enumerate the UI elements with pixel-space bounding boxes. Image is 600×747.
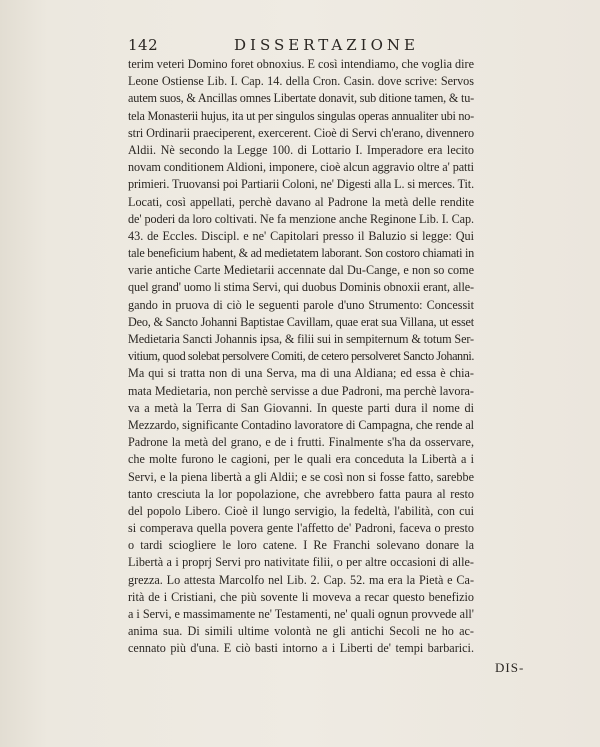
text-line: Aldii. Nè secondo la Legge 100. di Lottario I. Imperadore era lecito: [128, 142, 474, 157]
text-line: terim veteri Domino foret obnoxius. E così intendiamo, che voglia dire: [128, 57, 474, 71]
text-line: stri Ordinarii praeciperent, exercerent. Cioè di Servi ch'erano, divennero: [128, 125, 474, 140]
text-line: del popolo Libero. Cioè il lungo servigio, la fedeltà, l'abilità, con cui: [128, 503, 474, 518]
text-line: Padrone la metà del grano, e de i frutti. Finalmente s'ha da osservare,: [128, 435, 474, 450]
text-line: varie antiche Carte Medietarii accennate dal Du-Cange, e non so come: [128, 263, 474, 278]
text-line: Mezzardo, significante Contadino lavoratore di Campagna, che rende al: [128, 417, 474, 432]
text-line: tela Monasterii hujus, ita ut per singulos singulas operas annualiter ubi no-: [128, 108, 474, 123]
text-line: tanto cresciuta la lor popolazione, che avrebbero fatta paura al resto: [128, 486, 474, 501]
text-line: anima sua. Di simili ultime volontà ne gli antichi Secoli ne ho ac-: [128, 624, 474, 639]
text-line: o tardi sciogliere le loro catene. I Re Franchi solevano donare la: [128, 538, 474, 553]
text-line: rità de i Cristiani, che più sovente li moveva a recar questo benefizio: [128, 589, 474, 604]
text-line: novam conditionem Aldioni, imponere, cioè alcun aggravio oltre a' patti: [128, 160, 474, 175]
text-line: gando in pruova di ciò le seguenti parole d'uno Strumento: Concessit: [128, 297, 474, 312]
text-line: mata Medietaria, non perchè servisse a due Padroni, ma perchè lavora-: [128, 383, 474, 398]
text-line: Locati, così appellati, perchè davano al Padrone la metà delle rendite: [128, 194, 474, 209]
text-line: quel grand' uomo li stima Servi, qui duobus Dominis obnoxii erant, alle-: [128, 280, 474, 295]
text-line: vitium, quod solebat persolvere Comiti, de cetero persolveret Sancto Johanni.: [128, 349, 474, 364]
text-line: cennato più d'una. E ciò basti intorno a i Liberti de' tempi barbarici.: [128, 641, 474, 656]
text-line: che molte furono le cagioni, per le quali era conceduta la Libertà a i: [128, 452, 474, 467]
text-line: primieri. Truovansi poi Partiarii Coloni, ne' Digesti alla L. si merces. Tit.: [128, 177, 474, 192]
page-number: 142: [128, 36, 159, 54]
text-line: Medietaria Sancti Johannis ipsa, & filii sui in sempiternum & totum Ser-: [128, 332, 474, 346]
text-line: Libertà a i proprj Servi pro nativitate filii, o per altre occasioni di alle-: [128, 555, 474, 570]
text-line: Servi, e la piena libertà a gli Aldii; e se così non si fosse fatto, sarebbe: [128, 469, 474, 484]
running-title: DISSERTAZIONE: [234, 36, 419, 54]
text-line: grezza. Lo attesta Marcolfo nel Lib. 2. Cap. 52. ma era la Pietà e Ca-: [128, 572, 474, 587]
text-line: 43. de Eccles. Discipl. e ne' Capitolari presso il Baluzio si legge: Qui: [128, 228, 474, 243]
text-line: Deo, & Sancto Johanni Baptistae Cavillam, quae erat sua Villana, ut esset: [128, 314, 474, 329]
text-line: autem suos, & Ancillas omnes Libertate donavit, sub ditione tamen, & tu-: [128, 91, 474, 106]
text-line: va a metà la Terra di San Giovanni. In queste parti dura il nome di: [128, 400, 474, 415]
text-line: a i Servi, e massimamente ne' Testamenti, ne' quali ognun provvede all': [128, 607, 474, 621]
text-line: de' poderi da loro coltivati. Ne fa menzione anche Reginone Lib. I. Cap.: [128, 211, 474, 226]
text-line: si comperava quella povera gente l'affetto de' Padroni, faceva o presto: [128, 521, 474, 536]
catchword: DIS-: [495, 660, 525, 675]
body-text: [128, 56, 474, 658]
text-line: Ma qui si tratta non di una Serva, ma di una Aldiana; ed essa è chia-: [128, 366, 474, 381]
text-line: Leone Ostiense Lib. I. Cap. 14. della Cron. Casin. dove scrive: Servos: [128, 74, 474, 89]
page-header: [128, 36, 473, 56]
text-line: tale beneficium habent, & ad medietatem laborant. Son costoro chiamati in: [128, 246, 474, 261]
